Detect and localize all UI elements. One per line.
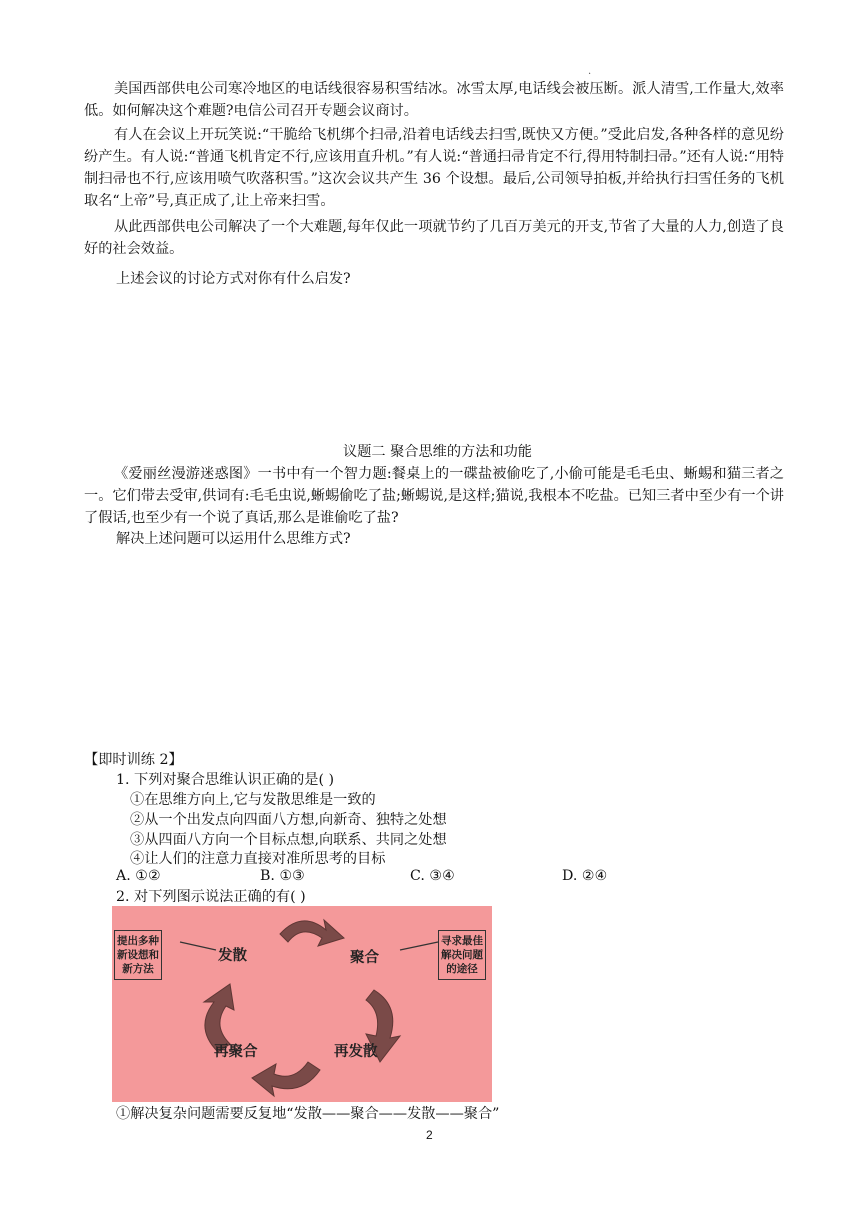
q2-stem: 2. 对下列图示说法正确的有( ) — [116, 889, 306, 905]
q1-item-1: ①在思维方向上,它与发散思维是一致的 — [130, 792, 376, 808]
topic2-paragraph: 《爱丽丝漫游迷惑图》一书中有一个智力题:餐桌上的一碟盐被偷吃了,小偷可能是毛毛虫、蜥蜴和猫三者之一。它们带去受审,供词有:毛毛虫说,蜥蜴偷吃了盐;蜥蜴说,是这样;猫说,我根本不吃盐。已知三者中至少有一个讲了假话,也至少有一个说了真话,那么是谁偷吃了盐? — [84, 466, 784, 526]
topic2-title: 议题二 聚合思维的方法和功能 — [343, 444, 532, 460]
q1-option-c: C. ③④ — [410, 868, 455, 884]
q1-option-a: A. ①② — [116, 868, 161, 884]
label-rediverge: 再发散 — [334, 1043, 378, 1060]
q1-item-2: ②从一个出发点向四面八方想,向新奇、独特之处想 — [130, 812, 447, 828]
box-left: 提出多种新设想和新方法 — [114, 930, 162, 980]
box-right: 寻求最佳解决问题的途径 — [438, 930, 486, 980]
page-number: 2 — [426, 1128, 433, 1142]
thinking-cycle-diagram — [112, 906, 492, 1102]
arrow-diverge-to-converge-icon — [280, 920, 344, 946]
story-paragraph-1: 美国西部供电公司寒冷地区的电话线很容易积雪结冰。冰雪太厚,电话线会被压断。派人清雪,工作量大,效率低。如何解决这个难题?电信公司召开专题会议商讨。 — [84, 81, 784, 119]
q1-stem: 1. 下列对聚合思维认识正确的是( ) — [116, 772, 335, 788]
q2-statement-1: ①解决复杂问题需要反复地“发散——聚合——发散——聚合” — [116, 1106, 500, 1122]
arrow-rediverge-to-reconverge-icon — [252, 1062, 320, 1096]
label-diverge: 发散 — [218, 947, 247, 964]
q1-option-b: B. ①③ — [260, 868, 305, 884]
q1-item-3: ③从四面八方向一个目标点想,向联系、共同之处想 — [130, 832, 447, 848]
q1-item-4: ④让人们的注意力直接对准所思考的目标 — [130, 851, 386, 867]
cycle-arrows — [112, 906, 492, 1102]
header-dot: . — [588, 66, 592, 77]
q1-option-d: D. ②④ — [562, 868, 608, 884]
label-reconverge: 再聚合 — [214, 1043, 258, 1060]
topic2-question: 解决上述问题可以运用什么思维方式? — [116, 531, 351, 547]
connector-left — [180, 942, 216, 950]
story-paragraph-2: 有人在会议上开玩笑说:“干脆给飞机绑个扫帚,沿着电话线去扫雪,既快又方便。”受此启发,各种各样的意见纷纷产生。有人说:“普通飞机肯定不行,应该用直升机。”有人说:“普通扫帚肯定不行,得用特制扫帚。”还有人说:“用特制扫帚也不行,应该用喷气吹落积雪。”这次会议共产生 36 个设想。最后,公司领导拍板,并给执行扫雪任务的飞机取名“上帝”号,真正成了,让上帝来扫雪。 — [84, 127, 784, 209]
story-paragraph-3: 从此西部供电公司解决了一个大难题,每年仅此一项就节约了几百万美元的开支,节省了大量的人力,创造了良好的社会效益。 — [84, 219, 784, 257]
connector-right — [400, 942, 438, 950]
practice-heading: 【即时训练 2】 — [84, 752, 183, 768]
label-converge: 聚合 — [350, 949, 379, 966]
story-question: 上述会议的讨论方式对你有什么启发? — [116, 271, 351, 287]
